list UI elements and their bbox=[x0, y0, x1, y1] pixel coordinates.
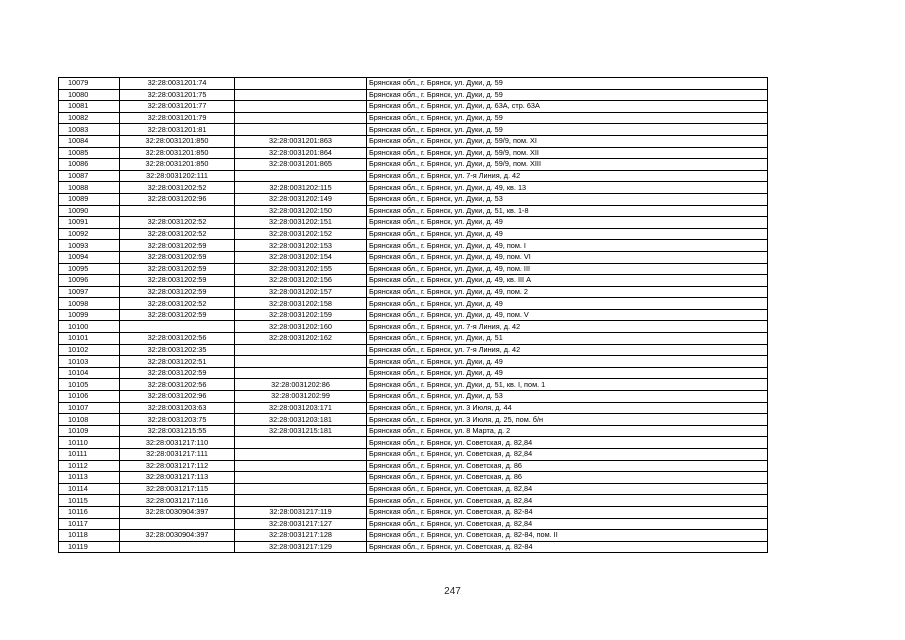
parcel-number-cell: 32:28:0031202:59 bbox=[120, 367, 235, 379]
parcel-number-cell: 32:28:0031202:52 bbox=[120, 217, 235, 229]
address-cell: Брянская обл., г. Брянск, ул. Советская, д. 82,84 bbox=[367, 449, 768, 461]
row-number-cell: 10083 bbox=[59, 124, 120, 136]
table-row bbox=[59, 518, 768, 530]
object-number-cell: 32:28:0031202:149 bbox=[235, 193, 367, 205]
address-cell: Брянская обл., г. Брянск, ул. 7-я Линия, д. 42 bbox=[367, 344, 768, 356]
address-cell: Брянская обл., г. Брянск, ул. Дуки, д. 51, кв. 1-8 bbox=[367, 205, 768, 217]
address-cell: Брянская обл., г. Брянск, ул. Советская, д. 82-84 bbox=[367, 506, 768, 518]
table-row bbox=[59, 286, 768, 298]
parcel-number-cell: 32:28:0031202:52 bbox=[120, 228, 235, 240]
address-cell: Брянская обл., г. Брянск, ул. Дуки, д. 59 bbox=[367, 112, 768, 124]
object-number-cell bbox=[235, 437, 367, 449]
table-row bbox=[59, 228, 768, 240]
object-number-cell bbox=[235, 472, 367, 484]
row-number-cell: 10100 bbox=[59, 321, 120, 333]
table-row bbox=[59, 298, 768, 310]
table-row bbox=[59, 425, 768, 437]
object-number-cell bbox=[235, 89, 367, 101]
object-number-cell: 32:28:0031203:171 bbox=[235, 402, 367, 414]
address-cell: Брянская обл., г. Брянск, ул. Дуки, д. 51, кв. I, пом. 1 bbox=[367, 379, 768, 391]
object-number-cell: 32:28:0031217:128 bbox=[235, 530, 367, 542]
address-cell: Брянская обл., г. Брянск, ул. Дуки, д. 59 bbox=[367, 78, 768, 90]
object-number-cell: 32:28:0031202:151 bbox=[235, 217, 367, 229]
table-row bbox=[59, 333, 768, 345]
table-row bbox=[59, 495, 768, 507]
parcel-number-cell: 32:28:0031202:51 bbox=[120, 356, 235, 368]
parcel-number-cell: 32:28:0031202:35 bbox=[120, 344, 235, 356]
table-row bbox=[59, 367, 768, 379]
row-number-cell: 10114 bbox=[59, 483, 120, 495]
address-cell: Брянская обл., г. Брянск, ул. 7-я Линия, д. 42 bbox=[367, 321, 768, 333]
row-number-cell: 10102 bbox=[59, 344, 120, 356]
row-number-cell: 10097 bbox=[59, 286, 120, 298]
object-number-cell: 32:28:0031215:181 bbox=[235, 425, 367, 437]
parcel-number-cell bbox=[120, 205, 235, 217]
address-cell: Брянская обл., г. Брянск, ул. 8 Марта, д. 2 bbox=[367, 425, 768, 437]
parcel-number-cell: 32:28:0031202:59 bbox=[120, 275, 235, 287]
object-number-cell: 32:28:0031203:181 bbox=[235, 414, 367, 426]
row-number-cell: 10118 bbox=[59, 530, 120, 542]
address-cell: Брянская обл., г. Брянск, ул. Дуки, д. 53 bbox=[367, 193, 768, 205]
table-row bbox=[59, 112, 768, 124]
address-cell: Брянская обл., г. Брянск, ул. 3 Июля, д. 44 bbox=[367, 402, 768, 414]
table-row bbox=[59, 182, 768, 194]
table-row bbox=[59, 460, 768, 472]
address-cell: Брянская обл., г. Брянск, ул. Советская, д. 82-84 bbox=[367, 541, 768, 553]
parcel-number-cell: 32:28:0031201:850 bbox=[120, 159, 235, 171]
object-number-cell bbox=[235, 495, 367, 507]
row-number-cell: 10080 bbox=[59, 89, 120, 101]
parcel-number-cell: 32:28:0031203:63 bbox=[120, 402, 235, 414]
parcel-number-cell: 32:28:0031202:52 bbox=[120, 298, 235, 310]
table-row bbox=[59, 159, 768, 171]
table-row bbox=[59, 321, 768, 333]
address-cell: Брянская обл., г. Брянск, ул. Советская, д. 82,84 bbox=[367, 437, 768, 449]
row-number-cell: 10079 bbox=[59, 78, 120, 90]
address-cell: Брянская обл., г. Брянск, ул. Советская, д. 86 bbox=[367, 472, 768, 484]
address-cell: Брянская обл., г. Брянск, ул. Советская, д. 82,84 bbox=[367, 483, 768, 495]
object-number-cell: 32:28:0031201:863 bbox=[235, 135, 367, 147]
table-row bbox=[59, 309, 768, 321]
table-row bbox=[59, 205, 768, 217]
address-cell: Брянская обл., г. Брянск, ул. Дуки, д. 59/9, пом. XII bbox=[367, 147, 768, 159]
table-row bbox=[59, 101, 768, 113]
row-number-cell: 10090 bbox=[59, 205, 120, 217]
object-number-cell bbox=[235, 367, 367, 379]
parcel-number-cell: 32:28:0031201:77 bbox=[120, 101, 235, 113]
object-number-cell bbox=[235, 356, 367, 368]
address-cell: Брянская обл., г. Брянск, ул. Дуки, д. 63А, стр. 63А bbox=[367, 101, 768, 113]
address-cell: Брянская обл., г. Брянск, ул. Советская, д. 82,84 bbox=[367, 518, 768, 530]
address-cell: Брянская обл., г. Брянск, ул. Дуки, д. 49 bbox=[367, 367, 768, 379]
row-number-cell: 10092 bbox=[59, 228, 120, 240]
object-number-cell: 32:28:0031202:160 bbox=[235, 321, 367, 333]
object-number-cell: 32:28:0031202:156 bbox=[235, 275, 367, 287]
table-row bbox=[59, 391, 768, 403]
parcel-number-cell: 32:28:0031217:110 bbox=[120, 437, 235, 449]
address-cell: Брянская обл., г. Брянск, ул. Дуки, д. 49, кв. 13 bbox=[367, 182, 768, 194]
row-number-cell: 10099 bbox=[59, 309, 120, 321]
parcel-number-cell: 32:28:0031201:850 bbox=[120, 135, 235, 147]
table-row bbox=[59, 275, 768, 287]
address-cell: Брянская обл., г. Брянск, ул. Дуки, д. 49, пом. V bbox=[367, 309, 768, 321]
row-number-cell: 10104 bbox=[59, 367, 120, 379]
parcel-number-cell: 32:28:0031202:96 bbox=[120, 391, 235, 403]
parcel-number-cell: 32:28:0031217:116 bbox=[120, 495, 235, 507]
object-number-cell bbox=[235, 124, 367, 136]
row-number-cell: 10082 bbox=[59, 112, 120, 124]
row-number-cell: 10119 bbox=[59, 541, 120, 553]
table-row bbox=[59, 414, 768, 426]
row-number-cell: 10113 bbox=[59, 472, 120, 484]
parcel-number-cell bbox=[120, 518, 235, 530]
table-row bbox=[59, 193, 768, 205]
parcel-number-cell: 32:28:0031202:56 bbox=[120, 379, 235, 391]
parcel-number-cell: 32:28:0031202:52 bbox=[120, 182, 235, 194]
table-row bbox=[59, 356, 768, 368]
address-cell: Брянская обл., г. Брянск, ул. Дуки, д. 49 bbox=[367, 356, 768, 368]
object-number-cell: 32:28:0031202:99 bbox=[235, 391, 367, 403]
object-number-cell: 32:28:0031202:86 bbox=[235, 379, 367, 391]
object-number-cell: 32:28:0031202:115 bbox=[235, 182, 367, 194]
parcel-number-cell: 32:28:0030904:397 bbox=[120, 530, 235, 542]
object-number-cell bbox=[235, 170, 367, 182]
parcel-number-cell: 32:28:0031217:112 bbox=[120, 460, 235, 472]
parcel-number-cell: 32:28:0031202:59 bbox=[120, 286, 235, 298]
parcel-number-cell: 32:28:0031202:59 bbox=[120, 240, 235, 252]
address-cell: Брянская обл., г. Брянск, ул. Дуки, д. 59 bbox=[367, 89, 768, 101]
object-number-cell: 32:28:0031202:152 bbox=[235, 228, 367, 240]
parcel-number-cell: 32:28:0031201:74 bbox=[120, 78, 235, 90]
parcel-number-cell bbox=[120, 321, 235, 333]
parcel-number-cell: 32:28:0030904:397 bbox=[120, 506, 235, 518]
table-row bbox=[59, 240, 768, 252]
address-cell: Брянская обл., г. Брянск, ул. Советская, д. 82,84 bbox=[367, 495, 768, 507]
parcel-number-cell bbox=[120, 541, 235, 553]
table-row bbox=[59, 147, 768, 159]
address-cell: Брянская обл., г. Брянск, ул. Дуки, д. 49, пом. 2 bbox=[367, 286, 768, 298]
table-row bbox=[59, 449, 768, 461]
address-cell: Брянская обл., г. Брянск, ул. 7-я Линия, д. 42 bbox=[367, 170, 768, 182]
address-cell: Брянская обл., г. Брянск, ул. Дуки, д. 59/9, пом. XIII bbox=[367, 159, 768, 171]
object-number-cell: 32:28:0031202:153 bbox=[235, 240, 367, 252]
table-row bbox=[59, 89, 768, 101]
object-number-cell: 32:28:0031202:162 bbox=[235, 333, 367, 345]
parcel-number-cell: 32:28:0031217:115 bbox=[120, 483, 235, 495]
object-number-cell: 32:28:0031202:155 bbox=[235, 263, 367, 275]
parcel-number-cell: 32:28:0031202:111 bbox=[120, 170, 235, 182]
table-row bbox=[59, 483, 768, 495]
row-number-cell: 10101 bbox=[59, 333, 120, 345]
object-number-cell bbox=[235, 483, 367, 495]
row-number-cell: 10111 bbox=[59, 449, 120, 461]
parcel-number-cell: 32:28:0031202:59 bbox=[120, 309, 235, 321]
row-number-cell: 10085 bbox=[59, 147, 120, 159]
table-row bbox=[59, 402, 768, 414]
row-number-cell: 10112 bbox=[59, 460, 120, 472]
parcel-number-cell: 32:28:0031202:59 bbox=[120, 263, 235, 275]
object-number-cell: 32:28:0031217:129 bbox=[235, 541, 367, 553]
address-cell: Брянская обл., г. Брянск, ул. Советская, д. 82-84, пом. II bbox=[367, 530, 768, 542]
object-number-cell bbox=[235, 460, 367, 472]
row-number-cell: 10095 bbox=[59, 263, 120, 275]
row-number-cell: 10116 bbox=[59, 506, 120, 518]
row-number-cell: 10103 bbox=[59, 356, 120, 368]
parcel-number-cell: 32:28:0031202:56 bbox=[120, 333, 235, 345]
parcel-number-cell: 32:28:0031202:96 bbox=[120, 193, 235, 205]
parcel-number-cell: 32:28:0031202:59 bbox=[120, 251, 235, 263]
row-number-cell: 10105 bbox=[59, 379, 120, 391]
table-row bbox=[59, 124, 768, 136]
object-number-cell: 32:28:0031202:154 bbox=[235, 251, 367, 263]
parcel-number-cell: 32:28:0031201:81 bbox=[120, 124, 235, 136]
object-number-cell: 32:28:0031202:157 bbox=[235, 286, 367, 298]
table-body bbox=[59, 78, 768, 553]
row-number-cell: 10087 bbox=[59, 170, 120, 182]
parcel-number-cell: 32:28:0031201:75 bbox=[120, 89, 235, 101]
object-number-cell: 32:28:0031202:159 bbox=[235, 309, 367, 321]
row-number-cell: 10110 bbox=[59, 437, 120, 449]
object-number-cell bbox=[235, 101, 367, 113]
row-number-cell: 10086 bbox=[59, 159, 120, 171]
table-row bbox=[59, 135, 768, 147]
table-row bbox=[59, 344, 768, 356]
object-number-cell: 32:28:0031201:864 bbox=[235, 147, 367, 159]
row-number-cell: 10117 bbox=[59, 518, 120, 530]
address-cell: Брянская обл., г. Брянск, ул. Советская, д. 86 bbox=[367, 460, 768, 472]
row-number-cell: 10084 bbox=[59, 135, 120, 147]
table-row bbox=[59, 251, 768, 263]
address-cell: Брянская обл., г. Брянск, ул. Дуки, д. 49, пом. I bbox=[367, 240, 768, 252]
row-number-cell: 10081 bbox=[59, 101, 120, 113]
row-number-cell: 10107 bbox=[59, 402, 120, 414]
page-number: 247 bbox=[444, 586, 461, 597]
object-number-cell: 32:28:0031202:150 bbox=[235, 205, 367, 217]
parcel-number-cell: 32:28:0031217:113 bbox=[120, 472, 235, 484]
row-number-cell: 10094 bbox=[59, 251, 120, 263]
row-number-cell: 10096 bbox=[59, 275, 120, 287]
row-number-cell: 10098 bbox=[59, 298, 120, 310]
address-cell: Брянская обл., г. Брянск, ул. Дуки, д. 49, кв. III А bbox=[367, 275, 768, 287]
parcel-number-cell: 32:28:0031201:79 bbox=[120, 112, 235, 124]
address-cell: Брянская обл., г. Брянск, ул. 3 Июля, д. 25, пом. б/н bbox=[367, 414, 768, 426]
table-row bbox=[59, 530, 768, 542]
address-cell: Брянская обл., г. Брянск, ул. Дуки, д. 59 bbox=[367, 124, 768, 136]
parcel-number-cell: 32:28:0031201:850 bbox=[120, 147, 235, 159]
address-cell: Брянская обл., г. Брянск, ул. Дуки, д. 49 bbox=[367, 298, 768, 310]
address-cell: Брянская обл., г. Брянск, ул. Дуки, д. 49 bbox=[367, 217, 768, 229]
address-cell: Брянская обл., г. Брянск, ул. Дуки, д. 51 bbox=[367, 333, 768, 345]
object-number-cell: 32:28:0031202:158 bbox=[235, 298, 367, 310]
table-row bbox=[59, 379, 768, 391]
parcel-number-cell: 32:28:0031217:111 bbox=[120, 449, 235, 461]
table-row bbox=[59, 170, 768, 182]
address-cell: Брянская обл., г. Брянск, ул. Дуки, д. 53 bbox=[367, 391, 768, 403]
address-cell: Брянская обл., г. Брянск, ул. Дуки, д. 49 bbox=[367, 228, 768, 240]
object-number-cell: 32:28:0031201:865 bbox=[235, 159, 367, 171]
row-number-cell: 10115 bbox=[59, 495, 120, 507]
row-number-cell: 10108 bbox=[59, 414, 120, 426]
table-row bbox=[59, 263, 768, 275]
object-number-cell bbox=[235, 344, 367, 356]
object-number-cell bbox=[235, 78, 367, 90]
row-number-cell: 10109 bbox=[59, 425, 120, 437]
parcel-number-cell: 32:28:0031203:75 bbox=[120, 414, 235, 426]
cadastral-table bbox=[58, 77, 768, 553]
object-number-cell bbox=[235, 112, 367, 124]
table-row bbox=[59, 217, 768, 229]
object-number-cell: 32:28:0031217:119 bbox=[235, 506, 367, 518]
object-number-cell bbox=[235, 449, 367, 461]
table-row bbox=[59, 541, 768, 553]
table-row bbox=[59, 78, 768, 90]
row-number-cell: 10106 bbox=[59, 391, 120, 403]
parcel-number-cell: 32:28:0031215:55 bbox=[120, 425, 235, 437]
address-cell: Брянская обл., г. Брянск, ул. Дуки, д. 59/9, пом. XI bbox=[367, 135, 768, 147]
row-number-cell: 10091 bbox=[59, 217, 120, 229]
table-row bbox=[59, 437, 768, 449]
row-number-cell: 10088 bbox=[59, 182, 120, 194]
row-number-cell: 10089 bbox=[59, 193, 120, 205]
address-cell: Брянская обл., г. Брянск, ул. Дуки, д. 49, пом. VI bbox=[367, 251, 768, 263]
row-number-cell: 10093 bbox=[59, 240, 120, 252]
object-number-cell: 32:28:0031217:127 bbox=[235, 518, 367, 530]
table-row bbox=[59, 506, 768, 518]
table-row bbox=[59, 472, 768, 484]
address-cell: Брянская обл., г. Брянск, ул. Дуки, д. 49, пом. III bbox=[367, 263, 768, 275]
